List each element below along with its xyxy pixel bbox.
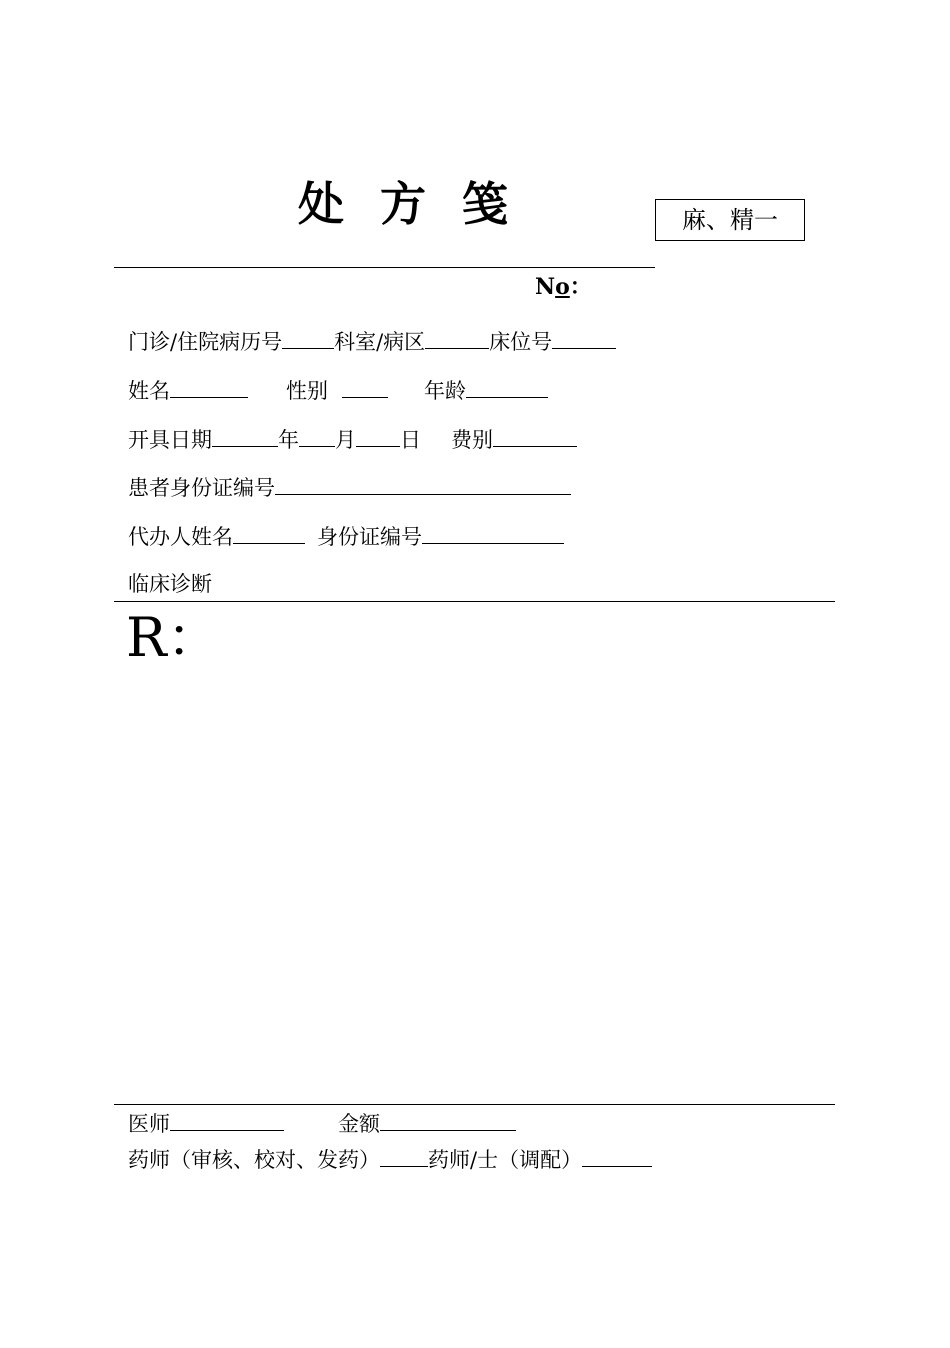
agent-id-field[interactable]	[422, 521, 564, 544]
amount-field[interactable]	[380, 1108, 516, 1131]
doctor-field[interactable]	[170, 1108, 284, 1131]
department-field[interactable]	[425, 326, 489, 349]
diagnosis-label: 临床诊断	[128, 572, 212, 596]
prescription-title: 处 方 笺	[298, 177, 519, 231]
doctor-label: 医师	[128, 1112, 170, 1136]
agent-name-label: 代办人姓名	[128, 525, 233, 549]
name-label: 姓名	[128, 379, 170, 403]
age-field[interactable]	[466, 375, 548, 398]
gender-label: 性别	[286, 379, 328, 403]
issue-date-label: 开具日期	[128, 428, 212, 452]
fee-type-field[interactable]	[493, 424, 577, 447]
year-label: 年	[278, 428, 299, 452]
rx-symbol: R：	[126, 606, 221, 669]
pharmacist-dispense-label: 药师/士（调配）	[428, 1148, 583, 1172]
agent-row	[128, 521, 564, 552]
prescription-body-area[interactable]	[114, 680, 835, 1090]
patient-id-label: 患者身份证编号	[128, 476, 275, 500]
number-prefix: N	[535, 274, 556, 300]
bed-no-field[interactable]	[552, 326, 616, 349]
name-field[interactable]	[170, 375, 248, 398]
prescription-number-label	[535, 272, 592, 302]
day-label: 日	[400, 428, 421, 452]
number-colon: ：	[569, 274, 592, 300]
title-divider	[114, 267, 655, 268]
pharmacist-check-field[interactable]	[380, 1144, 428, 1167]
patient-id-row	[128, 472, 571, 503]
record-row	[128, 326, 616, 357]
day-field[interactable]	[356, 424, 400, 447]
department-label: 科室/病区	[334, 330, 426, 354]
pharmacist-check-label: 药师（审核、校对、发药）	[128, 1148, 380, 1172]
patient-row	[128, 375, 548, 406]
year-field[interactable]	[212, 424, 278, 447]
agent-name-field[interactable]	[233, 521, 305, 544]
record-no-field[interactable]	[282, 326, 334, 349]
bed-no-label: 床位号	[489, 330, 553, 354]
diagnosis-row	[128, 569, 212, 599]
record-no-label: 门诊/住院病历号	[128, 330, 283, 354]
age-label: 年龄	[424, 379, 466, 403]
pharmacist-row	[128, 1144, 652, 1175]
pharmacist-dispense-field[interactable]	[582, 1144, 652, 1167]
prescription-type-box: 麻、精一	[655, 199, 805, 241]
doctor-row	[128, 1108, 516, 1139]
fee-type-label: 费别	[451, 428, 493, 452]
agent-id-label: 身份证编号	[317, 525, 422, 549]
diagnosis-divider	[114, 601, 835, 602]
footer-divider	[114, 1104, 835, 1105]
gender-field[interactable]	[342, 375, 388, 398]
month-field[interactable]	[299, 424, 335, 447]
month-label: 月	[335, 428, 356, 452]
patient-id-field[interactable]	[275, 472, 571, 495]
amount-label: 金额	[338, 1112, 380, 1136]
number-o: o	[555, 274, 570, 300]
date-row	[128, 424, 577, 455]
